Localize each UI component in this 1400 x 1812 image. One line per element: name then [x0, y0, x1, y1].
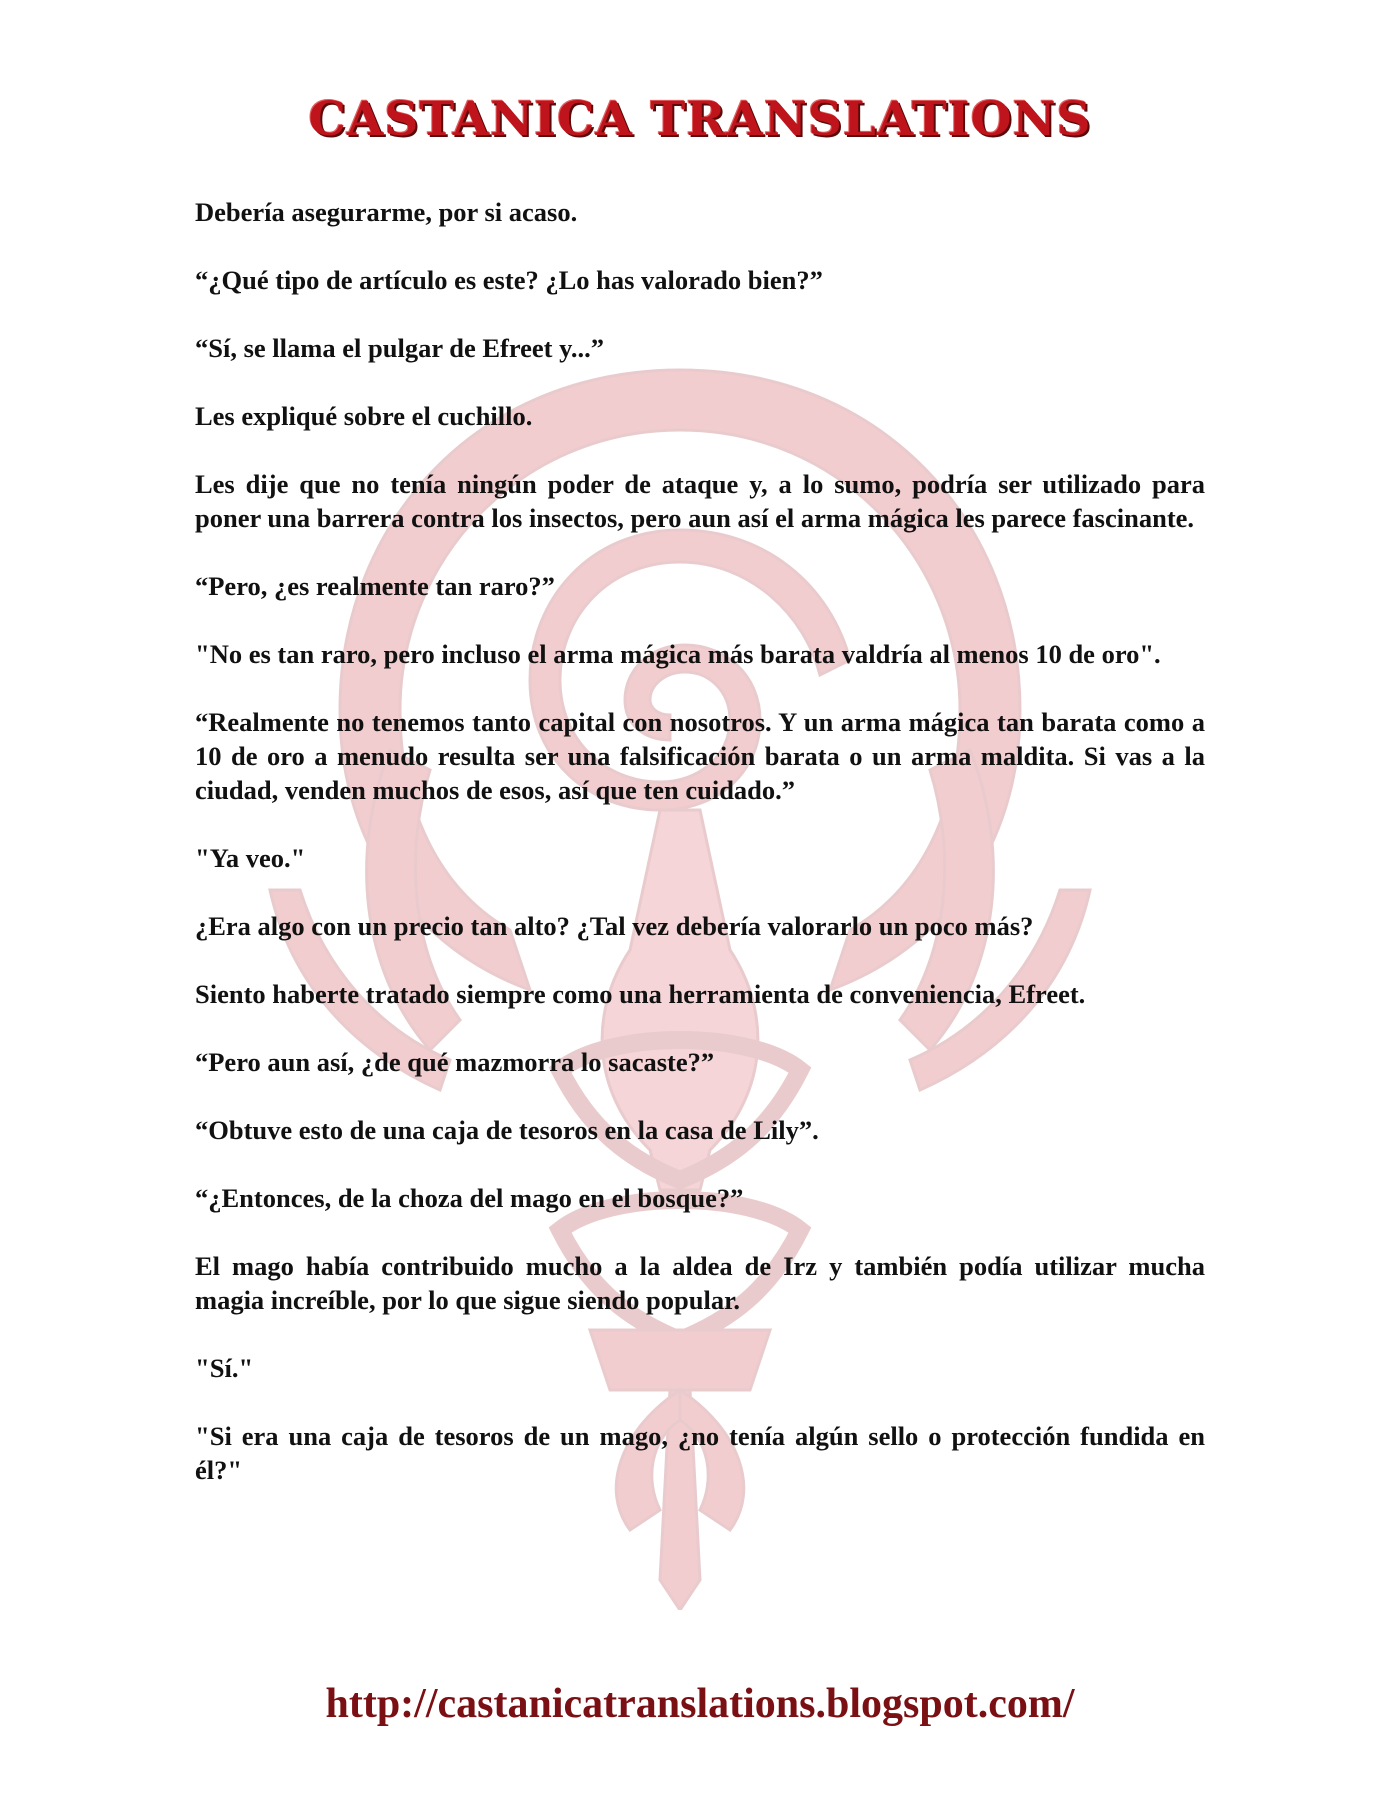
paragraph: “Realmente no tenemos tanto capital con nosotros. Y un arma mágica tan barata como a 10 de oro a menudo resulta ser una falsificación barata o un arma maldita. Si vas a la ciudad, venden muchos de esos, así que ten cuidado.”: [195, 707, 1205, 805]
paragraph: "Sí.": [195, 1353, 254, 1383]
body-text: [195, 195, 1205, 1521]
footer-link[interactable]: http://castanicatranslations.blogspot.com/: [325, 1681, 1075, 1727]
paragraph: “Sí, se llama el pulgar de Efreet y...”: [195, 333, 605, 363]
paragraph: "Si era una caja de tesoros de un mago, ¿no tenía algún sello o protección fundida en él?": [195, 1421, 1205, 1485]
paragraph: Les dije que no tenía ningún poder de ataque y, a lo sumo, podría ser utilizado para poner una barrera contra los insectos, pero aun así el arma mágica les parece fascinante.: [195, 469, 1205, 533]
paragraph: “¿Qué tipo de artículo es este? ¿Lo has valorado bien?”: [195, 265, 823, 295]
paragraph: “Pero, ¿es realmente tan raro?”: [195, 571, 555, 601]
page-title: CASTANICA TRANSLATIONS: [308, 92, 1092, 147]
paragraph: “¿Entonces, de la choza del mago en el bosque?”: [195, 1183, 744, 1213]
paragraph: "No es tan raro, pero incluso el arma mágica más barata valdría al menos 10 de oro".: [195, 639, 1161, 669]
paragraph: Debería asegurarme, por si acaso.: [195, 197, 578, 227]
paragraph: Les expliqué sobre el cuchillo.: [195, 401, 533, 431]
paragraph: "Ya veo.": [195, 843, 306, 873]
paragraph: “Obtuve esto de una caja de tesoros en la casa de Lily”.: [195, 1115, 819, 1145]
paragraph: El mago había contribuido mucho a la aldea de Irz y también podía utilizar mucha magia increíble, por lo que sigue siendo popular.: [195, 1251, 1205, 1315]
paragraph: Siento haberte tratado siempre como una herramienta de conveniencia, Efreet.: [195, 979, 1086, 1009]
paragraph: “Pero aun así, ¿de qué mazmorra lo sacaste?”: [195, 1047, 715, 1077]
paragraph: ¿Era algo con un precio tan alto? ¿Tal vez debería valorarlo un poco más?: [195, 911, 1034, 941]
